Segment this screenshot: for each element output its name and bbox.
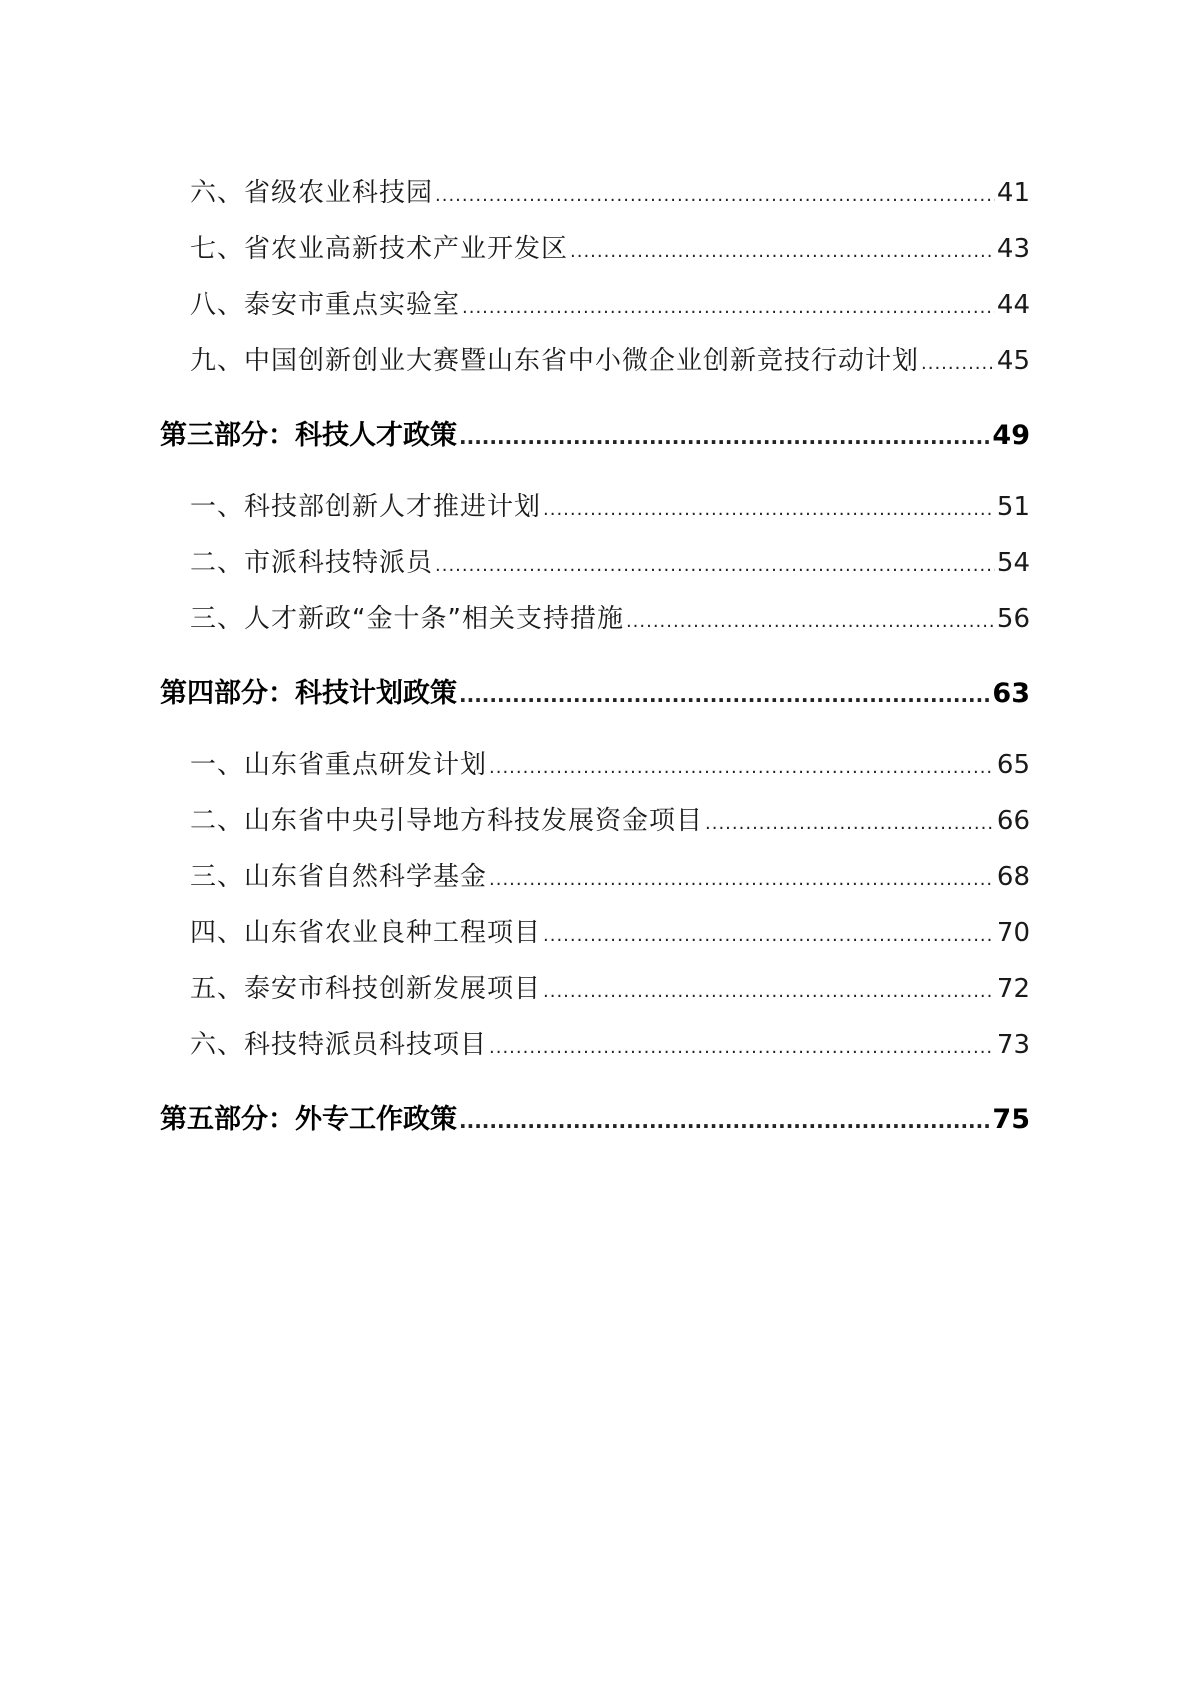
toc-page-number: 70: [996, 918, 1030, 948]
toc-entry-title: 五、泰安市科技创新发展项目: [190, 974, 542, 1004]
toc-entry-title: 二、市派科技特派员: [190, 548, 434, 578]
toc-part-title: 第四部分：科技计划政策: [160, 678, 457, 709]
toc-entry-innovation-contest[interactable]: [190, 340, 1030, 377]
toc-entry-title: 二、山东省中央引导地方科技发展资金项目: [190, 806, 704, 836]
toc-page-number: 65: [996, 750, 1030, 780]
toc-dot-leader: [459, 1109, 990, 1133]
toc-dot-leader: [459, 683, 990, 707]
toc-page-number: 49: [992, 420, 1030, 451]
toc-entry-central-fund[interactable]: [190, 800, 1030, 837]
toc-dot-leader: [570, 241, 995, 262]
toc-entry-title: 六、省级农业科技园: [190, 178, 434, 208]
toc-entry-city-commissioner[interactable]: [190, 542, 1030, 579]
toc-dot-leader: [543, 499, 995, 520]
toc-page-number: 44: [996, 290, 1030, 320]
toc-page-number: 43: [996, 234, 1030, 264]
toc-dot-leader: [435, 555, 995, 576]
toc-page-number: 45: [996, 346, 1030, 376]
toc-dot-leader: [543, 925, 995, 946]
toc-dot-leader: [543, 981, 995, 1002]
toc-part-title: 第五部分：外专工作政策: [160, 1104, 457, 1135]
toc-page-number: 41: [996, 178, 1030, 208]
toc-entry-title: 六、科技特派员科技项目: [190, 1030, 488, 1060]
toc-entry-taian-innovation[interactable]: [190, 968, 1030, 1005]
toc-entry-title: 七、省农业高新技术产业开发区: [190, 234, 569, 264]
toc-page-number: 51: [996, 492, 1030, 522]
toc-page-number: 63: [992, 678, 1030, 709]
toc-page-number: 75: [992, 1104, 1030, 1135]
toc-entry-title: 三、山东省自然科学基金: [190, 862, 488, 892]
toc-dot-leader: [626, 611, 995, 632]
toc-entry-title: 四、山东省农业良种工程项目: [190, 918, 542, 948]
toc-entry-key-rnd[interactable]: [190, 744, 1030, 781]
toc-entry-taian-key-lab[interactable]: [190, 284, 1030, 321]
toc-entry-commissioner-project[interactable]: [190, 1024, 1030, 1061]
toc-entry-agri-sci-park[interactable]: [190, 172, 1030, 209]
toc-entry-title: 九、中国创新创业大赛暨山东省中小微企业创新竞技行动计划: [190, 346, 920, 376]
toc-dot-leader: [489, 757, 995, 778]
toc-entry-natural-science-fund[interactable]: [190, 856, 1030, 893]
toc-entry-title: 三、人才新政“金十条”相关支持措施: [190, 604, 624, 634]
toc-part-talent-policy[interactable]: [160, 413, 1030, 452]
toc-entry-title: 一、科技部创新人才推进计划: [190, 492, 542, 522]
toc-page-number: 54: [996, 548, 1030, 578]
toc-dot-leader: [435, 185, 995, 206]
toc-part-plan-policy[interactable]: [160, 671, 1030, 710]
toc-entry-seed-project[interactable]: [190, 912, 1030, 949]
toc-page-number: 72: [996, 974, 1030, 1004]
toc-dot-leader: [489, 1037, 995, 1058]
toc-dot-leader: [462, 297, 995, 318]
toc-dot-leader: [705, 813, 995, 834]
toc-page-number: 73: [996, 1030, 1030, 1060]
toc-part-foreign-expert-policy[interactable]: [160, 1097, 1030, 1136]
toc-dot-leader: [489, 869, 995, 890]
toc-entry-talent-program[interactable]: [190, 486, 1030, 523]
toc-entry-title: 八、泰安市重点实验室: [190, 290, 461, 320]
toc-page-number: 66: [996, 806, 1030, 836]
toc-dot-leader: [459, 425, 990, 449]
toc-page-number: 68: [996, 862, 1030, 892]
toc-entry-agri-hightech-zone[interactable]: [190, 228, 1030, 265]
toc-dot-leader: [921, 353, 995, 374]
toc-page-number: 56: [996, 604, 1030, 634]
toc-entry-title: 一、山东省重点研发计划: [190, 750, 488, 780]
toc-part-title: 第三部分：科技人才政策: [160, 420, 457, 451]
toc-entry-golden-ten[interactable]: [190, 598, 1030, 635]
